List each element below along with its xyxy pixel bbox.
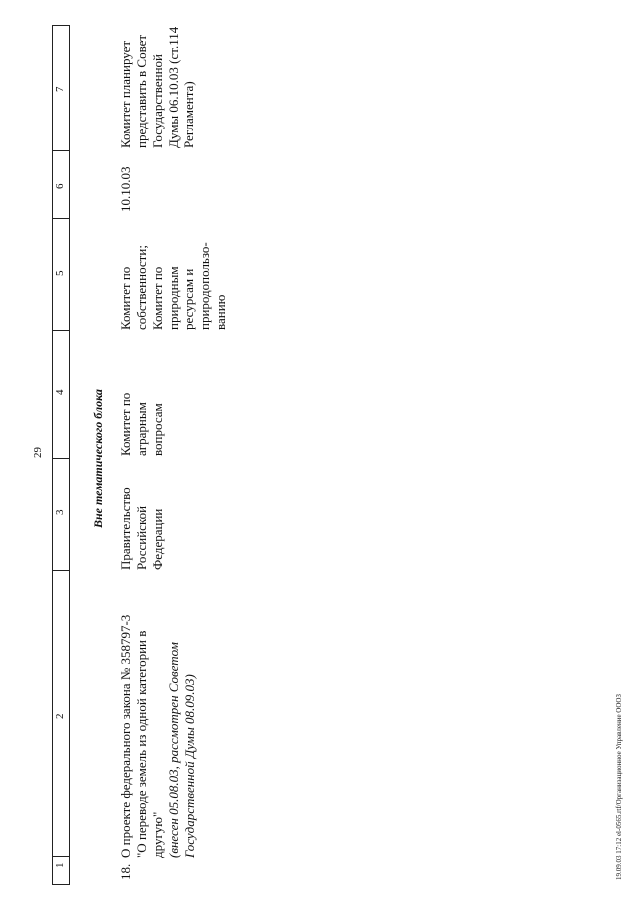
column-header-5: 5	[54, 270, 66, 276]
page-number: 29	[32, 447, 44, 458]
co-committees: Комитет по собственности; Комитет по природным ресурсам и природопользо-ванию	[118, 242, 229, 330]
column-divider	[52, 570, 70, 571]
column-divider	[52, 856, 70, 857]
column-divider	[52, 330, 70, 331]
column-divider	[52, 218, 70, 219]
initiator: Правительство Российской Федерации	[118, 487, 165, 570]
column-divider	[52, 458, 70, 459]
column-header-4: 4	[54, 389, 66, 395]
table-header-row	[52, 25, 70, 885]
column-header-6: 6	[54, 183, 66, 189]
bill-title-line-3: другую"	[150, 811, 165, 858]
bill-note-line-1: (внесен 05.08.03, рассмотрен Советом	[166, 642, 181, 858]
row-number: 18.	[118, 863, 133, 880]
column-header-7: 7	[54, 86, 66, 92]
column-header-2: 2	[54, 713, 66, 719]
column-divider	[52, 150, 70, 151]
bill-title-line-1: О проекте федерального закона № 358797-3	[118, 614, 133, 858]
column-header-1: 1	[54, 862, 66, 868]
bill-note-line-2: Государственной Думы 08.09.03)	[182, 674, 197, 858]
footer-filename: 19.09.03 17:12 el-0565.rtf/Организационное Управление ОООЗ	[615, 694, 623, 880]
remarks: Комитет планирует представить в Совет Государственной Думы 06.10.03 (ст.114 Регламента)	[118, 26, 197, 148]
date: 10.10.03	[118, 166, 133, 212]
bill-title-line-2: "О переводе земель из одной категории в	[134, 630, 149, 858]
section-title: Вне тематического блока	[91, 389, 105, 528]
responsible-committee: Комитет по аграрным вопросам	[118, 392, 165, 456]
column-header-3: 3	[54, 509, 66, 515]
